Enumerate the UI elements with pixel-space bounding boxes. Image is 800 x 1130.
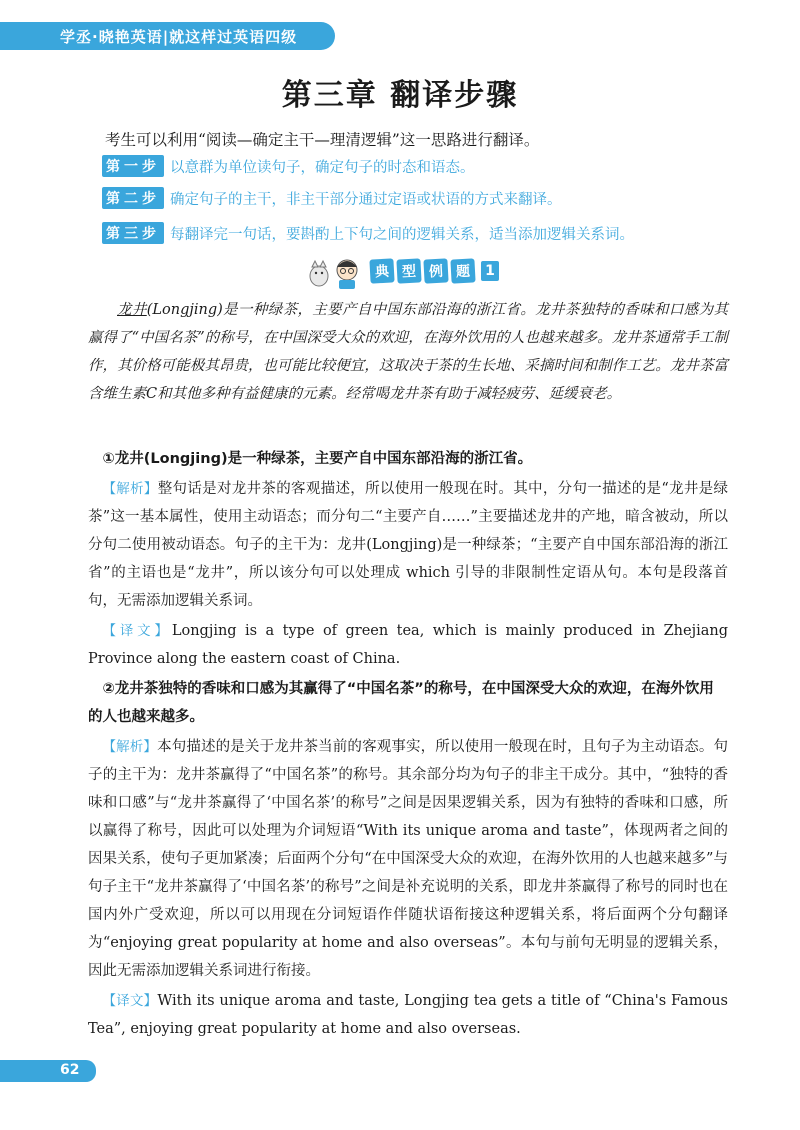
example-number: 1 — [481, 261, 499, 281]
q1-translation — [88, 617, 728, 673]
q1-analysis — [88, 475, 728, 615]
page-number: 62 — [60, 1062, 80, 1078]
header-title: 学丞·晓艳英语|就这样过英语四级 — [60, 28, 298, 46]
step-text: 以意群为单位读句子，确定句子的时态和语态。 — [170, 159, 475, 176]
question-2: ②龙井茶独特的香味和口感为其赢得了“中国名茶”的称号，在中国深受大众的欢迎，在海外饮用的人也越来越多。 — [88, 681, 714, 725]
page-number-band — [0, 1060, 96, 1082]
analysis-text: 整句话是对龙井茶的客观描述，所以使用一般现在时。其中，分句一描述的是“龙井是绿茶”这一基本属性，使用主动语态；而分句二“主要产自……”主要描述龙井的产地，暗含被动，所以分句二使用被动语态。句子的主干为：龙井(Longjing)是一种绿茶；“主要产自中国东部沿海的浙江省”的主语也是“龙井”，所以该分句可以处理成 which 引导的非限制性定语从句。本句是段落首句，无需添加逻辑关系词。 — [88, 481, 728, 609]
source-passage — [88, 296, 728, 408]
q2-translation — [88, 987, 728, 1043]
analysis-tag: 【解析】 — [102, 481, 158, 497]
example-heading — [305, 252, 499, 290]
step-2 — [102, 185, 562, 211]
step-badge: 第三步 — [102, 222, 164, 244]
passage-underlined: 龙井 — [117, 302, 147, 318]
analysis-text: 本句描述的是关于龙井茶当前的客观事实，所以使用一般现在时，且句子为主动语态。句子的主干为：龙井茶赢得了“中国名茶”的称号。其余部分均为句子的非主干成分。其中，“独特的香味和口感”与“龙井茶赢得了‘中国名茶’的称号”之间是因果逻辑关系，因为有独特的香味和口感，所以赢得了称号，因此可以处理为介词短语“With its unique aroma and taste”，体现两者之间的因果关系，使句子更加紧凑；后面两个分句“在中国深受大众的欢迎，在海外饮用的人也越来越多”与句子主干“龙井茶赢得了‘中国名茶’的称号”之间是补充说明的关系，即龙井茶赢得了称号的同时也在国内外广受欢迎，所以可以用现在分词短语作伴随状语衔接这种逻辑关系，将后面两个分句翻译为“enjoying great popularity at home and also overseas”。本句与前句无明显的逻辑关系，因此无需添加逻辑关系词进行衔接。 — [88, 739, 729, 979]
chapter-title: 第三章 翻译步骤 — [281, 78, 519, 113]
mascot-icon — [305, 252, 367, 290]
q2-analysis — [88, 733, 728, 985]
passage-text: (Longjing)是一种绿茶，主要产自中国东部沿海的浙江省。龙井茶独特的香味和口感为其赢得了“中国名茶”的称号，在中国深受大众的欢迎，在海外饮用的人也越来越多。龙井茶通常手工制作，其价格可能极其昂贵，也可能比较便宜，这取决于茶的生长地、采摘时间和制作工艺。龙井茶富含维生素C和其他多种有益健康的元素。经常喝龙井茶有助于减轻疲劳、延缓衰老。 — [88, 302, 729, 402]
step-text: 确定句子的主干，非主干部分通过定语或状语的方式来翻译。 — [170, 191, 562, 208]
step-text: 每翻译完一句话，要斟酌上下句之间的逻辑关系，适当添加逻辑关系词。 — [170, 226, 634, 243]
header-band — [0, 22, 335, 50]
intro-text: 考生可以利用“阅读—确定主干—理清逻辑”这一思路进行翻译。 — [105, 131, 540, 149]
step-badge: 第一步 — [102, 155, 164, 177]
step-1 — [102, 153, 475, 179]
analysis-tag: 【解析】 — [102, 739, 158, 755]
step-badge: 第二步 — [102, 187, 164, 209]
example-char: 典 — [369, 258, 394, 283]
example-char: 型 — [396, 258, 421, 283]
translation-tag: 【译文】 — [102, 993, 158, 1009]
translation-text: Longjing is a type of green tea, which is mainly produced in Zhejiang Province along the eastern coast of China. — [88, 623, 729, 667]
translation-text: With its unique aroma and taste, Longjing tea gets a title of “China's Famous Tea”, enjoying great popularity at home and also overseas. — [88, 993, 729, 1037]
translation-tag: 【译文】 — [102, 623, 172, 639]
question-1: ①龙井(Longjing)是一种绿茶，主要产自中国东部沿海的浙江省。 — [102, 451, 533, 467]
step-3 — [102, 220, 634, 246]
example-char: 例 — [423, 258, 448, 283]
example-char: 题 — [450, 258, 475, 283]
